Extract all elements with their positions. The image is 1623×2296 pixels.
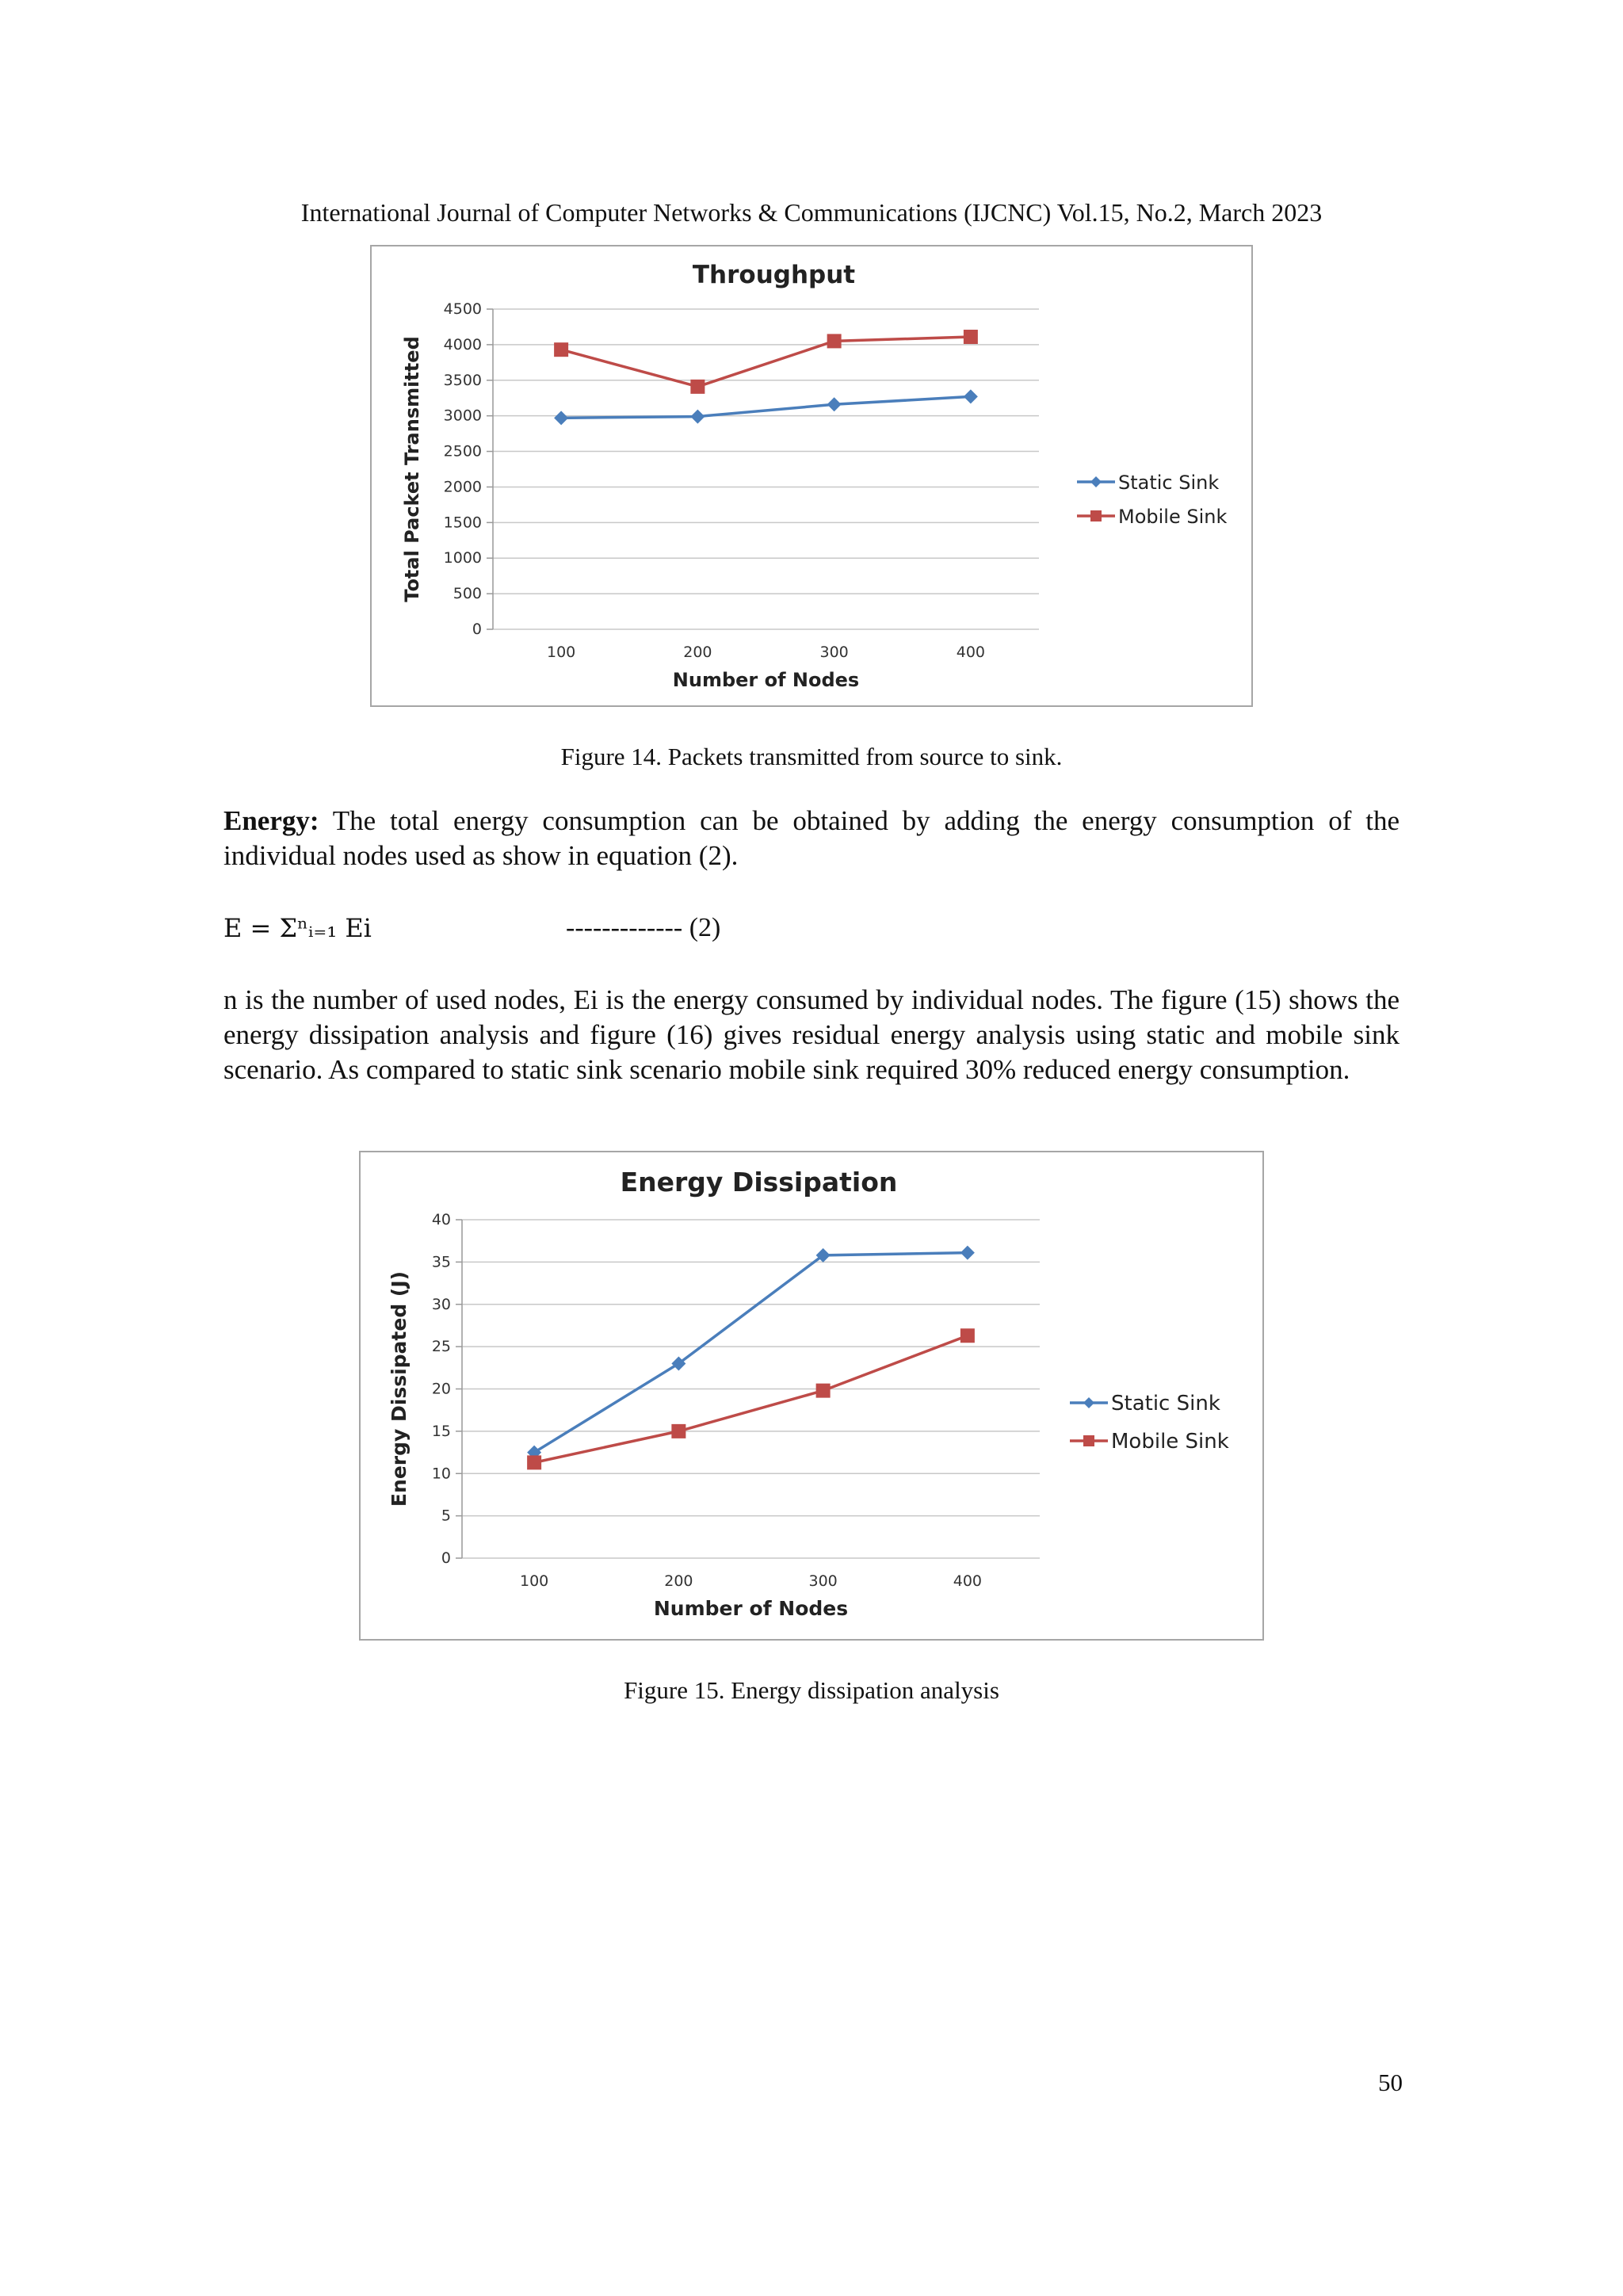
energy-paragraph <box>223 804 1400 873</box>
series-line-static-sink <box>534 1253 968 1453</box>
y-tick-label: 10 <box>431 1465 451 1483</box>
data-point-mobile-sink <box>816 1384 831 1398</box>
legend-marker <box>1083 1397 1094 1408</box>
y-tick-label: 500 <box>453 585 482 603</box>
data-point-mobile-sink <box>964 330 978 344</box>
throughput-chart-svg <box>372 246 1251 705</box>
y-tick-label: 35 <box>431 1253 451 1271</box>
series-line-static-sink <box>561 396 971 418</box>
x-tick-label: 100 <box>546 644 576 661</box>
figure-15-energy-chart <box>359 1151 1264 1641</box>
y-tick-label: 5 <box>441 1507 451 1525</box>
x-tick-label: 200 <box>664 1572 693 1590</box>
x-tick-label: 400 <box>953 1572 983 1590</box>
energy-explanation-paragraph: n is the number of used nodes, Ei is the energy consumed by individual nodes. The figure (15) shows the energy dissipation analysis and figure (16) gives residual energy analysis using static and mobile sink scenario. As compared to static sink scenario mobile sink required 30% reduced energy consumption. <box>223 984 1400 1085</box>
legend-label: Mobile Sink <box>1118 506 1228 528</box>
y-tick-label: 30 <box>431 1295 451 1313</box>
legend-marker <box>1090 476 1102 487</box>
x-tick-label: 300 <box>819 644 849 661</box>
data-point-static-sink <box>960 1246 975 1260</box>
data-point-mobile-sink <box>690 380 705 394</box>
equation-formula: E = Σⁿᵢ₌₁ Ei <box>223 913 372 943</box>
data-point-mobile-sink <box>960 1328 975 1343</box>
energy-chart-svg <box>361 1152 1262 1639</box>
legend-label: Mobile Sink <box>1111 1430 1229 1454</box>
y-tick-label: 25 <box>431 1338 451 1356</box>
figure-14-caption: Figure 14. Packets transmitted from source to sink. <box>560 743 1063 770</box>
legend-label: Static Sink <box>1111 1392 1220 1415</box>
data-point-mobile-sink <box>671 1424 685 1438</box>
x-axis-label: Number of Nodes <box>653 1597 849 1620</box>
data-point-static-sink <box>964 389 978 403</box>
legend-marker <box>1083 1435 1094 1446</box>
figure-14-throughput-chart <box>370 245 1253 707</box>
data-point-static-sink <box>690 410 705 424</box>
data-point-mobile-sink <box>827 334 842 348</box>
energy-label: Energy: <box>223 805 319 836</box>
legend-marker <box>1090 510 1102 521</box>
equation-2 <box>223 907 1174 949</box>
figure-15-caption: Figure 15. Energy dissipation analysis <box>624 1676 999 1704</box>
chart-title: Energy Dissipation <box>620 1167 898 1198</box>
data-point-static-sink <box>827 397 842 411</box>
y-tick-label: 4500 <box>443 300 482 318</box>
data-point-mobile-sink <box>554 342 568 357</box>
x-tick-label: 300 <box>808 1572 838 1590</box>
y-tick-label: 3500 <box>443 371 482 389</box>
data-point-mobile-sink <box>527 1455 541 1469</box>
x-axis-label: Number of Nodes <box>672 669 860 691</box>
page-number: 50 <box>1378 2069 1403 2096</box>
energy-paragraph-text: The total energy consumption can be obtained by adding the energy consumption of the individual nodes used as show in equation (2). <box>223 805 1400 871</box>
x-tick-label: 200 <box>683 644 712 661</box>
y-tick-label: 15 <box>431 1422 451 1440</box>
data-point-static-sink <box>554 411 568 425</box>
legend-label: Static Sink <box>1118 472 1220 494</box>
equation-reference: ------------- (2) <box>566 913 721 942</box>
y-tick-label: 0 <box>441 1549 451 1567</box>
journal-header: International Journal of Computer Networks & Communications (IJCNC) Vol.15, No.2, March 2023 <box>300 198 1323 227</box>
y-axis-label: Energy Dissipated (J) <box>388 1270 411 1507</box>
chart-title: Throughput <box>692 261 856 289</box>
y-tick-label: 20 <box>431 1380 451 1398</box>
x-tick-label: 100 <box>519 1572 549 1590</box>
y-tick-label: 0 <box>472 621 482 638</box>
y-axis-label: Total Packet Transmitted <box>401 336 423 602</box>
y-tick-label: 1500 <box>443 514 482 532</box>
x-tick-label: 400 <box>956 644 986 661</box>
y-tick-label: 3000 <box>443 407 482 425</box>
y-tick-label: 2500 <box>443 442 482 460</box>
y-tick-label: 40 <box>431 1211 451 1228</box>
y-tick-label: 4000 <box>443 335 482 353</box>
series-line-mobile-sink <box>534 1335 968 1462</box>
y-tick-label: 2000 <box>443 478 482 496</box>
y-tick-label: 1000 <box>443 549 482 567</box>
